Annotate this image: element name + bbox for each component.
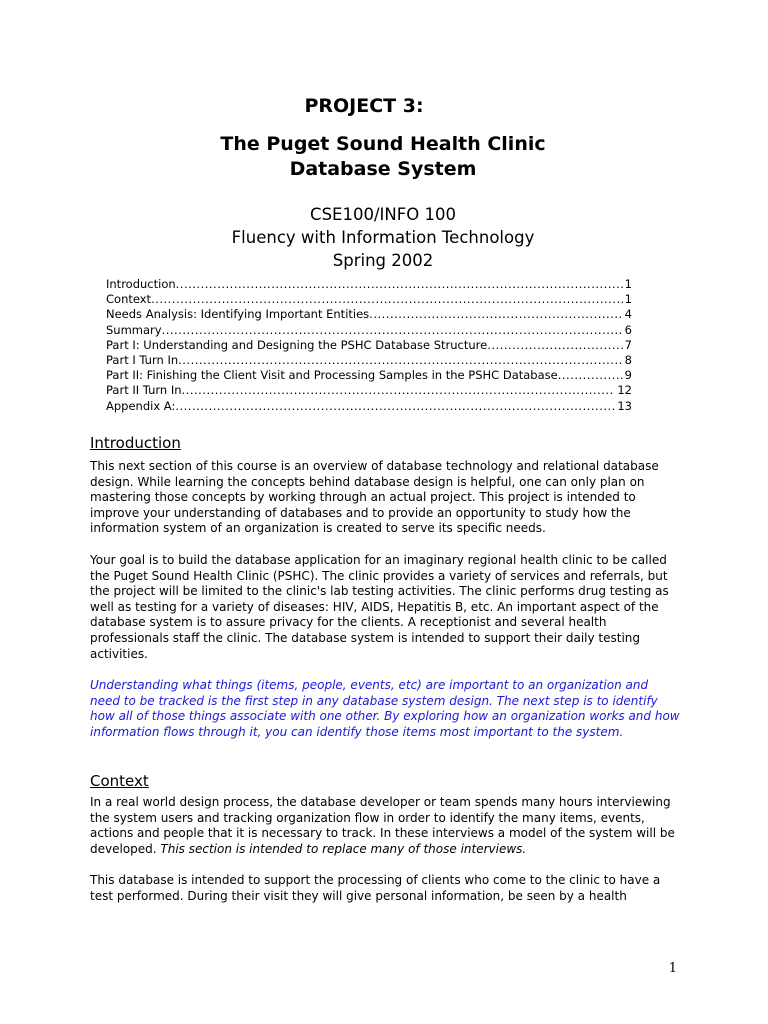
toc-entry-page: 9 (624, 368, 632, 383)
toc-entry (106, 323, 632, 338)
title-line-1: The Puget Sound Health Clinic (220, 133, 546, 155)
toc-entry (106, 368, 632, 383)
toc-entry-label: Part I Turn In (106, 353, 179, 368)
document-title (0, 132, 767, 182)
toc-entry (106, 353, 632, 368)
toc-leader (175, 399, 615, 414)
course-name: Fluency with Information Technology (231, 228, 535, 247)
toc-entry-page: 1 (624, 292, 632, 307)
toc-entry-label: Part I: Understanding and Designing the PSHC Database Structure (106, 337, 488, 352)
table-of-contents (106, 277, 632, 414)
course-code: CSE100/INFO 100 (310, 205, 456, 224)
introduction-paragraph-1: This next section of this course is an overview of database technology and relational database design. While learning the concepts behind database design is helpful, one can only plan on mastering those concepts by working through an actual project. This project is intended to improve your understanding of databases and to provide an opportunity to study how the information system of an organization is created to serve its specific needs. (90, 459, 659, 536)
toc-leader (178, 353, 623, 368)
toc-entry-page: 8 (624, 353, 632, 368)
toc-leader (176, 277, 623, 292)
toc-leader (182, 383, 616, 398)
toc-entry (106, 307, 632, 322)
toc-entry-page: 7 (624, 337, 632, 352)
toc-leader (151, 292, 623, 307)
toc-entry (106, 277, 632, 292)
toc-leader (369, 307, 623, 322)
page-number: 1 (668, 961, 677, 976)
context-heading: Context (90, 772, 149, 790)
introduction-paragraph-3: Understanding what things (items, people, events, etc) are important to an organization and need to be tracked is the first step in any database system design. The next step is to identify how all of those things associate with one other. By exploring how an organization works and how information flows through it, you can identify those items most important to the system. (90, 678, 680, 739)
toc-entry-page: 6 (624, 322, 632, 337)
toc-entry-page: 12 (617, 383, 632, 398)
context-section (90, 771, 680, 905)
introduction-section (90, 433, 680, 741)
toc-entry (106, 383, 632, 398)
toc-entry-label: Needs Analysis: Identifying Important Entities (106, 307, 370, 322)
toc-leader (487, 338, 622, 353)
context-paragraph-1 (90, 795, 680, 857)
context-paragraph-1-text: In a real world design process, the database developer or team spends many hours interviewing the system users and tracking organization flow in order to identify the many items, events, actions and people that it is necessary to track. In these interviews a model of the system will be developed. (90, 795, 675, 856)
course-info (0, 203, 767, 272)
toc-entry-label: Introduction (106, 277, 176, 291)
toc-entry (106, 292, 632, 307)
toc-leader (162, 323, 623, 338)
toc-entry-label: Part II: Finishing the Client Visit and Processing Samples in the PSHC Database (106, 368, 558, 383)
introduction-heading: Introduction (90, 434, 181, 452)
toc-entry-label: Context (106, 292, 152, 307)
toc-entry-label: Appendix A: (106, 398, 176, 413)
context-paragraph-1-italic: This section is intended to replace many of those interviews. (160, 841, 527, 856)
introduction-paragraph-2: Your goal is to build the database application for an imaginary regional health clinic to be called the Puget Sound Health Clinic (PSHC). The clinic provides a variety of services and referrals, but the project will be limited to the clinic's lab testing activities. The clinic performs drug testing as well as testing for a variety of diseases: HIV, AIDS, Hepatitis B, etc. An important aspect of the database system is to assure privacy for the clients. A receptionist and several health professionals staff the clinic. The database system is intended to support their daily testing activities. (90, 552, 669, 661)
toc-entry-page: 4 (624, 307, 632, 322)
toc-leader (558, 368, 623, 383)
course-term: Spring 2002 (332, 251, 434, 270)
project-title: PROJECT 3: (304, 95, 424, 117)
toc-entry-label: Summary (106, 322, 162, 337)
toc-entry (106, 399, 632, 414)
toc-entry-label: Part II Turn In (106, 383, 182, 398)
title-line-2: Database System (289, 158, 477, 180)
context-paragraph-2: This database is intended to support the processing of clients who come to the clinic to have a test performed. During their visit they will give personal information, be seen by a health (90, 873, 661, 903)
toc-entry (106, 338, 632, 353)
toc-entry-page: 1 (624, 277, 632, 291)
toc-entry-page: 13 (617, 398, 632, 413)
